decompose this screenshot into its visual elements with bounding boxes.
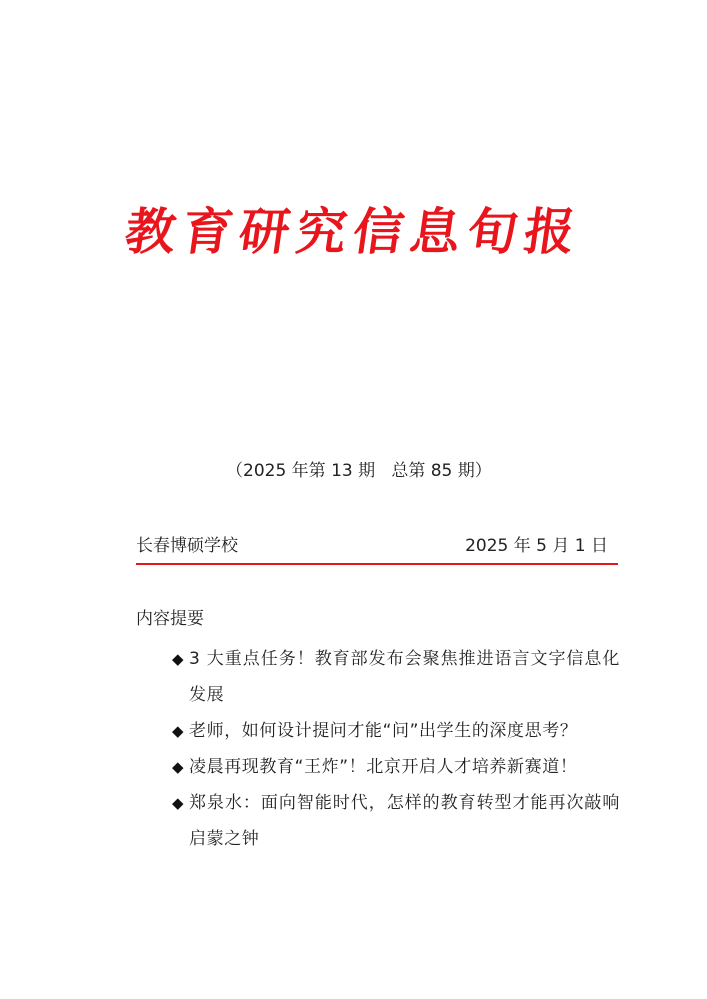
list-item-text: 郑泉水：面向智能时代，怎样的教育转型才能再次敲响启蒙之钟 bbox=[189, 793, 620, 849]
red-divider bbox=[136, 563, 618, 565]
header-row bbox=[136, 531, 618, 559]
list-item bbox=[172, 749, 620, 785]
list-item bbox=[172, 785, 620, 857]
masthead-title: 教育研究信息旬报 bbox=[121, 202, 586, 261]
list-item-text: 老师，如何设计提问才能“问”出学生的深度思考？ bbox=[189, 721, 578, 741]
list-item-text: 3 大重点任务！教育部发布会聚焦推进语言文字信息化发展 bbox=[189, 649, 620, 705]
diamond-bullet-icon: ◆ bbox=[172, 758, 185, 776]
diamond-bullet-icon: ◆ bbox=[172, 794, 185, 812]
summary-list bbox=[172, 641, 620, 857]
diamond-bullet-icon: ◆ bbox=[172, 722, 185, 740]
publish-date: 2025 年 5 月 1 日 bbox=[465, 536, 608, 556]
list-item bbox=[172, 713, 620, 749]
list-item bbox=[172, 641, 620, 713]
issue-number: （2025 年第 13 期 总第 85 期） bbox=[226, 461, 492, 481]
school-name: 长春博硕学校 bbox=[136, 536, 238, 556]
summary-title: 内容提要 bbox=[136, 609, 204, 629]
list-item-text: 凌晨再现教育“王炸”！北京开启人才培养新赛道！ bbox=[189, 757, 578, 777]
diamond-bullet-icon: ◆ bbox=[172, 650, 185, 668]
